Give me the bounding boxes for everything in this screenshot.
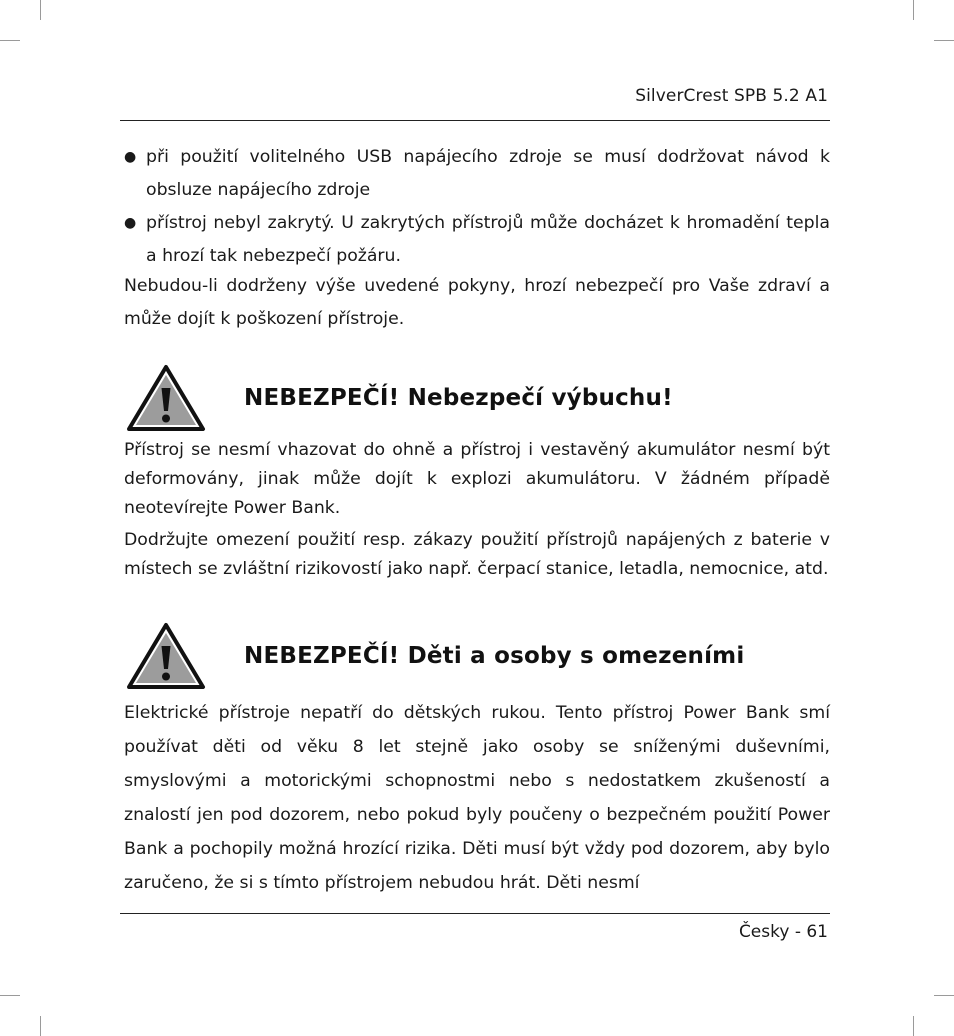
list-item: [124, 141, 830, 207]
warning-paragraph: Dodržujte omezení použití resp. zákazy použití přístrojů napájených z baterie v místech se zvláštní rizikovostí jako např. čerpací stanice, letadla, nemocnice, atd.: [124, 530, 830, 579]
warning-triangle-icon: [126, 364, 206, 432]
intro-paragraph: Nebudou-li dodrženy výše uvedené pokyny, hrozí nebezpečí pro Vaše zdraví a může dojít k poškození přístroje.: [124, 276, 830, 329]
crop-mark: [913, 0, 914, 20]
warning-paragraph: Přístroj se nesmí vhazovat do ohně a přístroj i vestavěný akumulátor nesmí být deformovány, jinak může dojít k explozi akumulátoru. V žádném případě neotevírejte Power Bank.: [124, 440, 830, 518]
bullet-icon: ●: [124, 149, 137, 165]
header-rule: [120, 120, 830, 121]
warning-heading-explosion: [126, 364, 830, 432]
warning-paragraph: Elektrické přístroje nepatří do dětských rukou. Tento přístroj Power Bank smí používat děti od věku 8 let stejně jako osoby se sníženými duševními, smyslovými a motorickými schopnostmi nebo s nedostatkem zkušeností a znalostí jen pod dozorem, nebo pokud byly poučeny o bezpečném použití Power Bank a pochopily možná hrozící rizika. Děti musí být vždy pod dozorem, aby bylo zaručeno, že si s tímto přístrojem nebudou hrát. Děti nesmí: [124, 703, 830, 893]
crop-mark: [40, 1016, 41, 1036]
crop-mark: [913, 1016, 914, 1036]
warning-title: NEBEZPEČÍ! Děti a osoby s omezeními: [244, 643, 745, 669]
list-item: [124, 207, 830, 273]
warning-heading-children: [126, 622, 830, 690]
crop-mark: [0, 995, 20, 996]
crop-mark: [934, 995, 954, 996]
intro-bullets: [124, 141, 830, 273]
footer-rule: [120, 913, 830, 914]
header-title: SilverCrest SPB 5.2 A1: [635, 86, 828, 106]
page-number: Česky - 61: [738, 922, 828, 942]
crop-mark: [0, 40, 20, 41]
warning-triangle-icon: [126, 622, 206, 690]
bullet-text: přístroj nebyl zakrytý. U zakrytých přístrojů může docházet k hromadění tepla a hrozí tak nebezpečí požáru.: [146, 213, 830, 266]
warning-title: NEBEZPEČÍ! Nebezpečí výbuchu!: [244, 385, 673, 411]
bullet-icon: ●: [124, 215, 137, 231]
crop-mark: [934, 40, 954, 41]
crop-mark: [40, 0, 41, 20]
bullet-text: při použití volitelného USB napájecího zdroje se musí dodržovat návod k obsluze napájecího zdroje: [146, 147, 830, 200]
